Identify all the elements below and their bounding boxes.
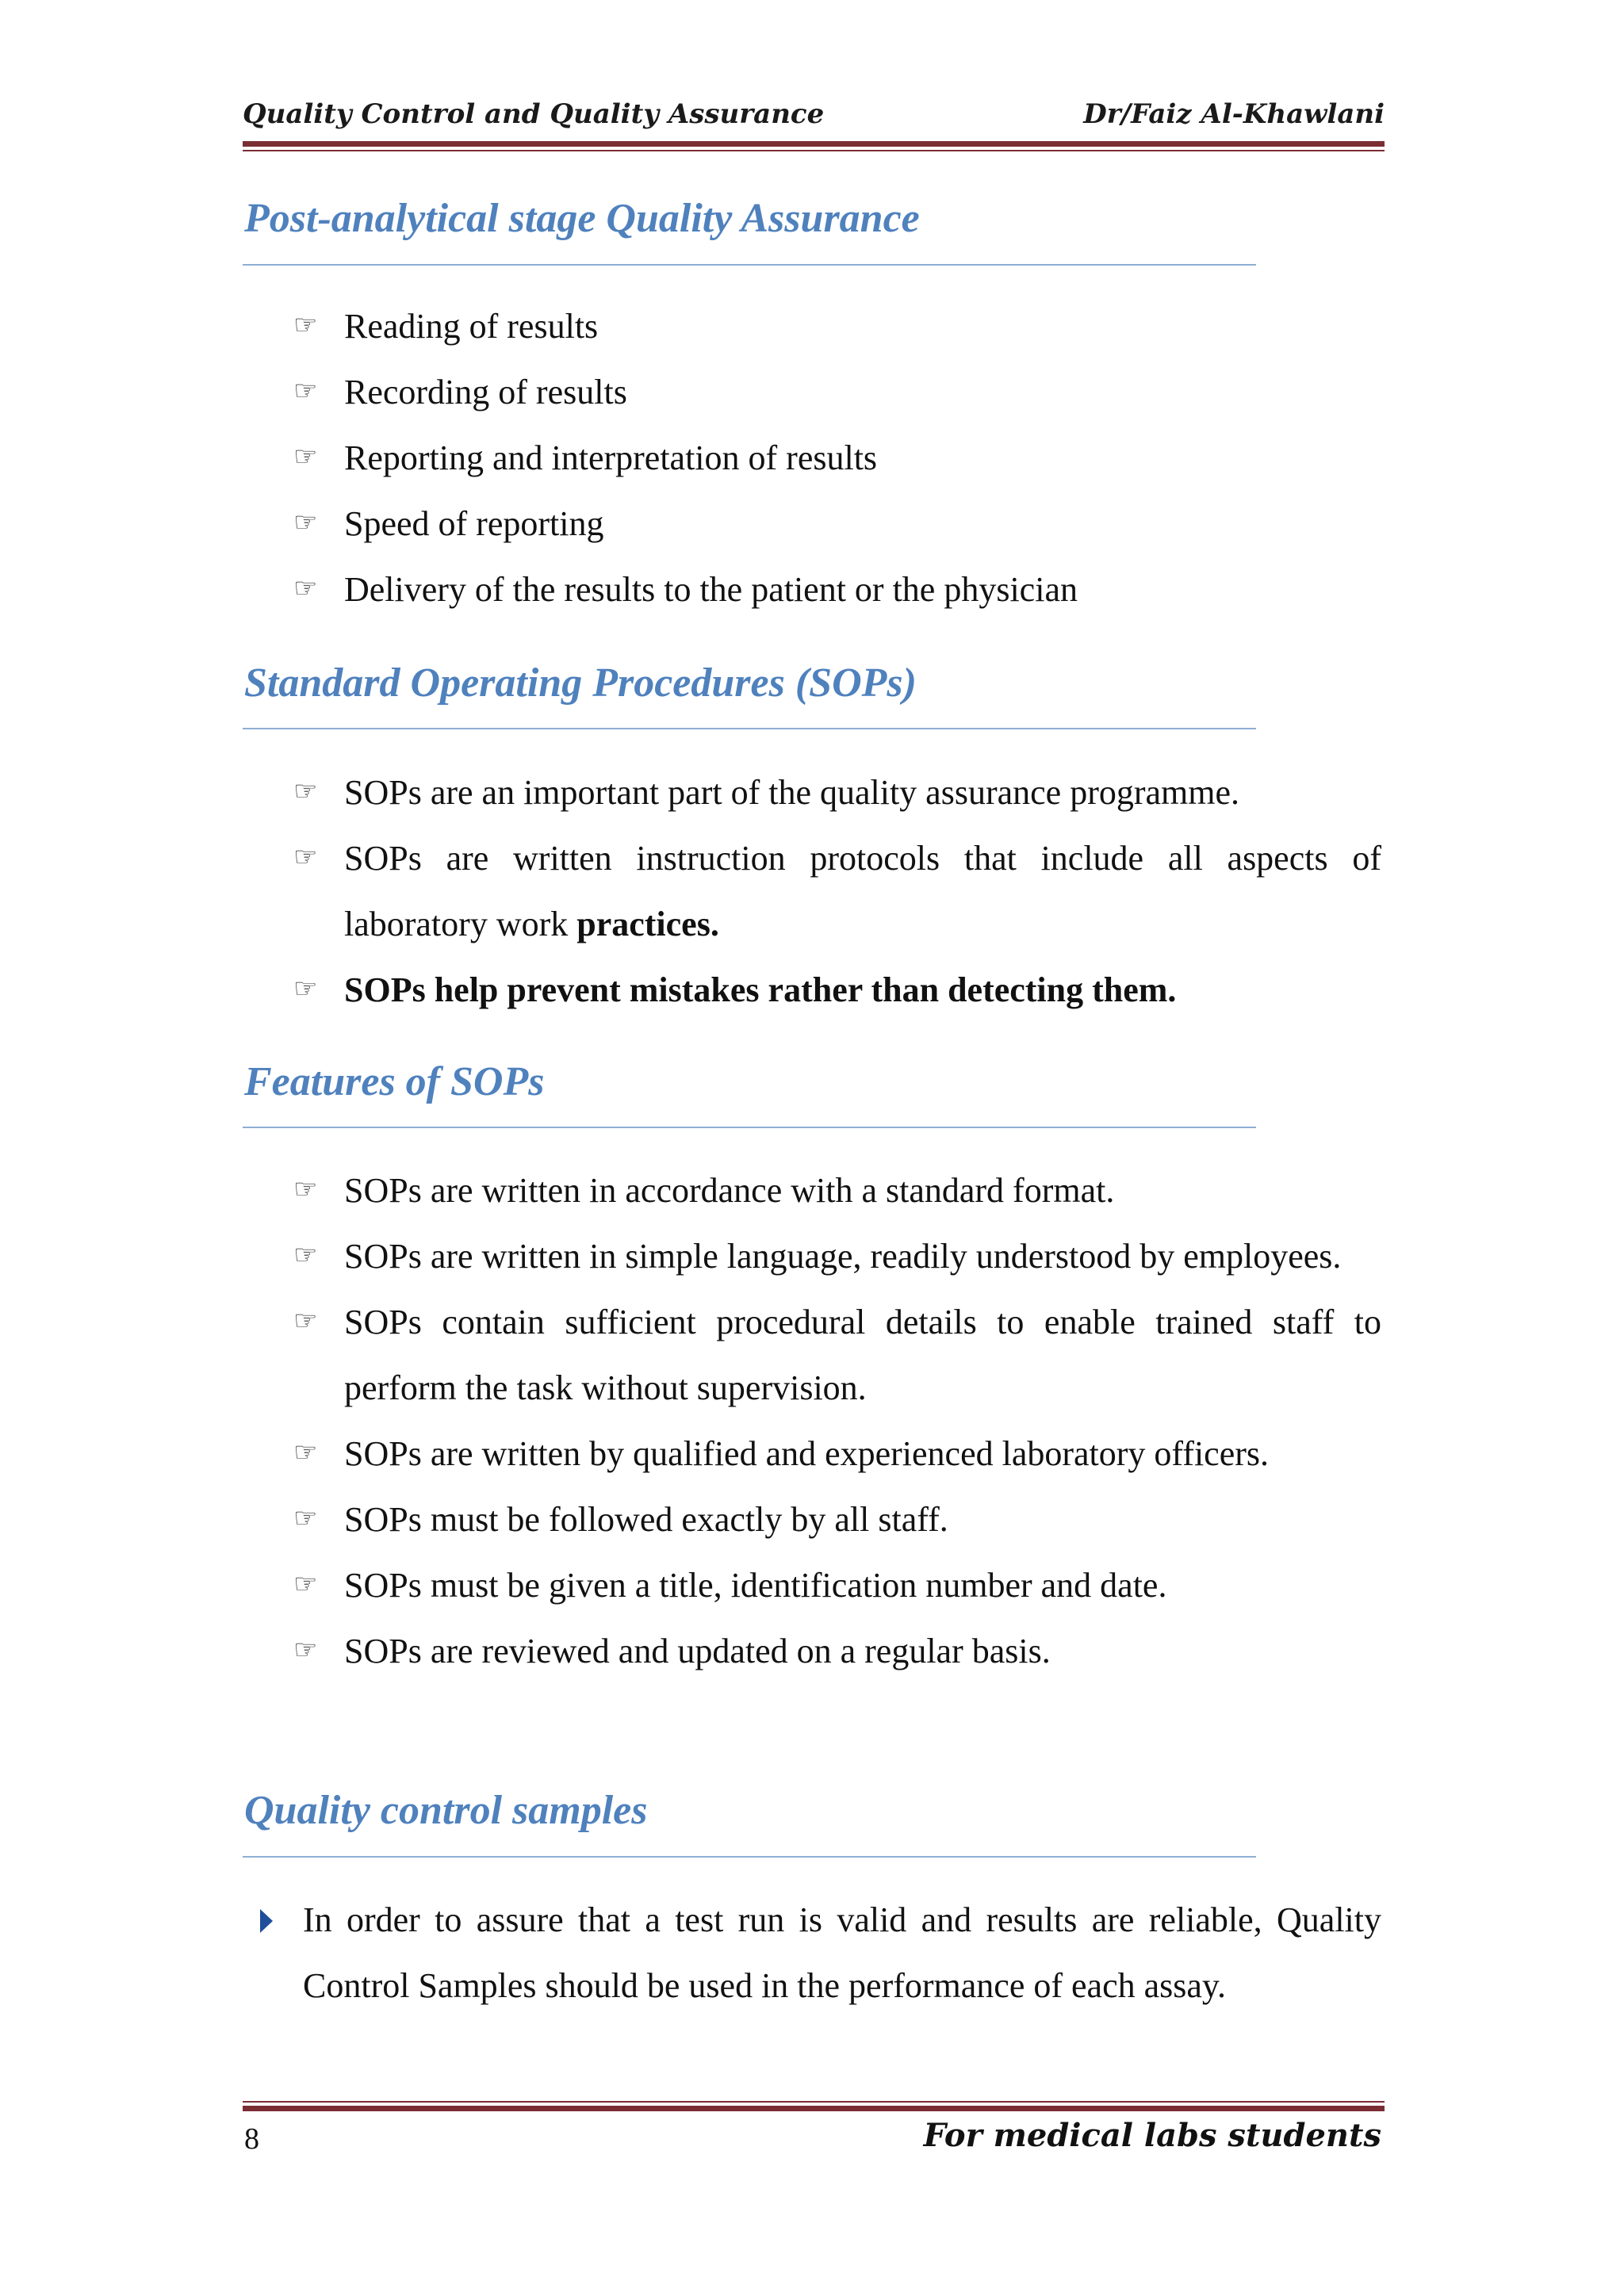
pointing-hand-icon: ☞ — [293, 1502, 318, 1534]
footer-rule-thick — [243, 2106, 1385, 2111]
pointing-hand-icon: ☞ — [293, 841, 318, 873]
footer-rule-thin — [243, 2101, 1385, 2103]
section-title-qc-samples: Quality control samples — [244, 1788, 648, 1833]
list-item: ☞ SOPs must be followed exactly by all staff. — [293, 1487, 1381, 1552]
pointing-hand-icon: ☞ — [293, 1239, 318, 1271]
list-item: ☞ Recording of results — [293, 359, 1381, 425]
section-rule — [243, 1127, 1256, 1128]
pointing-hand-icon: ☞ — [293, 1173, 318, 1205]
list-item: ☞ SOPs are reviewed and updated on a regular basis. — [293, 1618, 1381, 1684]
list-item: In order to assure that a test run is valid and results are reliable, Quality Control Samples should be used in the performance of each assay. — [254, 1887, 1381, 2019]
features-list — [293, 1158, 1381, 1684]
pointing-hand-icon: ☞ — [293, 1305, 318, 1337]
section-title-sops: Standard Operating Procedures (SOPs) — [244, 660, 917, 706]
right-triangle-icon — [260, 1909, 273, 1933]
section-rule — [243, 264, 1256, 266]
pointing-hand-icon: ☞ — [293, 973, 318, 1004]
list-item: ☞ SOPs are an important part of the quality assurance programme. — [293, 760, 1381, 825]
page-number: 8 — [244, 2122, 259, 2156]
pointing-hand-icon: ☞ — [293, 309, 318, 341]
list-item: ☞ Reading of results — [293, 293, 1381, 359]
page-header — [243, 94, 1385, 136]
list-item: ☞ SOPs are written in accordance with a standard format. — [293, 1158, 1381, 1223]
pointing-hand-icon: ☞ — [293, 441, 318, 473]
section-rule — [243, 1856, 1256, 1858]
pointing-hand-icon: ☞ — [293, 375, 318, 407]
post-analytical-list — [293, 293, 1381, 622]
list-item: ☞ Speed of reporting — [293, 491, 1381, 557]
header-course-title: Quality Control and Quality Assurance — [243, 98, 825, 130]
section-rule — [243, 728, 1256, 729]
header-author: Dr/Faiz Al-Khawlani — [1083, 98, 1385, 130]
header-rule-thick — [243, 141, 1385, 147]
pointing-hand-icon: ☞ — [293, 775, 318, 807]
sops-list — [293, 760, 1381, 1023]
pointing-hand-icon: ☞ — [293, 1568, 318, 1600]
list-item: ☞ SOPs are written in simple language, readily understood by employees. — [293, 1223, 1381, 1289]
list-item: ☞ SOPs are written by qualified and experienced laboratory officers. — [293, 1421, 1381, 1487]
list-item: ☞ SOPs contain sufficient procedural details to enable trained staff to perform the task without supervision. — [293, 1289, 1381, 1421]
section-title-features: Features of SOPs — [244, 1059, 545, 1104]
pointing-hand-icon: ☞ — [293, 572, 318, 604]
list-item: ☞ Reporting and interpretation of results — [293, 425, 1381, 491]
pointing-hand-icon: ☞ — [293, 1437, 318, 1468]
footer-audience: For medical labs students — [923, 2117, 1381, 2154]
pointing-hand-icon: ☞ — [293, 1634, 318, 1666]
header-rule-thin — [243, 150, 1385, 151]
list-item: ☞ SOPs must be given a title, identification number and date. — [293, 1552, 1381, 1618]
list-item: ☞ SOPs help prevent mistakes rather than detecting them. — [293, 957, 1381, 1023]
qc-samples-list — [254, 1887, 1381, 2019]
section-title-post-analytical: Post-analytical stage Quality Assurance — [244, 196, 920, 241]
pointing-hand-icon: ☞ — [293, 507, 318, 538]
list-item: ☞ SOPs are written instruction protocols that include all aspects of laboratory work practices. — [293, 825, 1381, 957]
list-item: ☞ Delivery of the results to the patient or the physician — [293, 557, 1381, 622]
